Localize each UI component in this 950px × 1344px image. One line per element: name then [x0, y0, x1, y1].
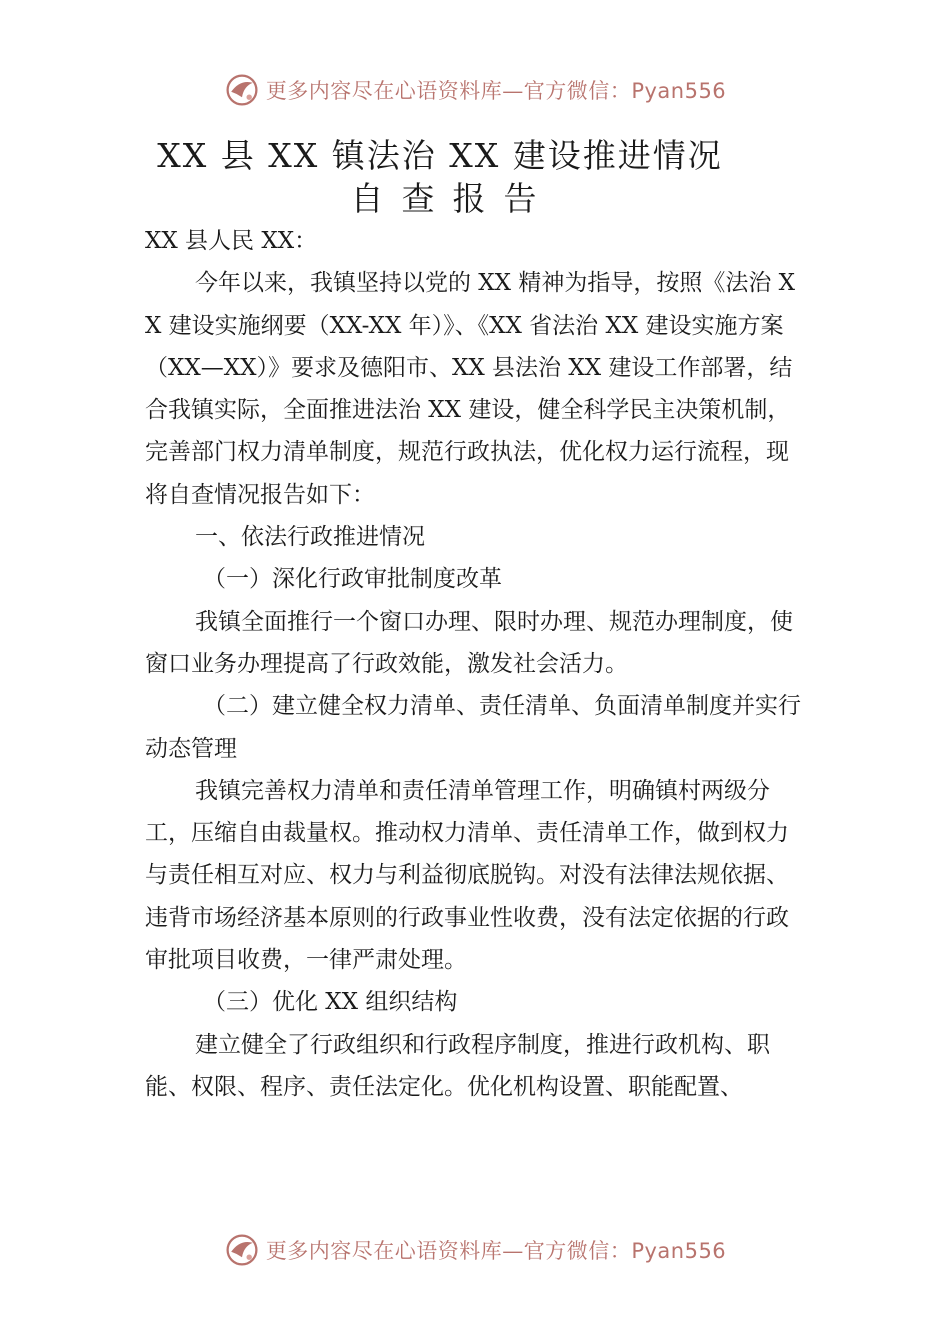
logo-icon: [224, 1232, 260, 1268]
wechat-id: Pyan556: [631, 1239, 727, 1263]
document-subtitle: 自查报告: [350, 179, 555, 218]
salutation: XX 县人民 XX：: [145, 228, 318, 254]
subsection-heading-1: （一）深化行政审批制度改革: [203, 566, 502, 593]
watermark-header: [0, 72, 950, 108]
paragraph-2: 我镇完善权力清单和责任清单管理工作，明确镇村两级分工，压缩自由裁量权。推动权力清单、责任清单工作，做到权力与责任相互对应、权力与利益彻底脱钩。对没有法律法规依据、违背市场经济基本原则的行政事业性收费，没有法定依据的行政审批项目收费，一律严肃处理。: [145, 777, 789, 974]
watermark-text: 更多内容尽在心语资料库—官方微信：Pyan556: [265, 79, 727, 103]
document-body: [145, 220, 810, 1108]
wechat-id: Pyan556: [631, 79, 727, 103]
watermark-footer: [0, 1232, 950, 1268]
document-title: XX 县 XX 镇法治 XX 建设推进情况: [157, 136, 723, 175]
subsection-heading-2: （二）建立健全权力清单、责任清单、负面清单制度并实行动态管理: [145, 693, 801, 762]
subsection-heading-3: （三）优化 XX 组织结构: [203, 989, 458, 1016]
logo-icon: [224, 72, 260, 108]
section-heading-1: 一、依法行政推进情况: [195, 524, 425, 551]
paragraph-1: 我镇全面推行一个窗口办理、限时办理、规范办理制度，使窗口业务办理提高了行政效能，激发社会活力。: [145, 608, 793, 677]
paragraph-intro: 今年以来，我镇坚持以党的 XX 精神为指导，按照《法治 XX 建设实施纲要（XX-XX 年）》、《XX 省法治 XX 建设实施方案（XX—XX）》要求及德阳市、XX 县法治 XX 建设工作部署，结合我镇实际，全面推进法治 XX 建设，健全科学民主决策机制，完善部门权力清单制度，规范行政执法，优化权力运行流程，现将自查情况报告如下：: [145, 270, 796, 508]
watermark-text: 更多内容尽在心语资料库—官方微信：Pyan556: [265, 1239, 727, 1263]
paragraph-3: 建立健全了行政组织和行政程序制度，推进行政机构、职能、权限、程序、责任法定化。优化机构设置、职能配置、: [145, 1031, 770, 1100]
